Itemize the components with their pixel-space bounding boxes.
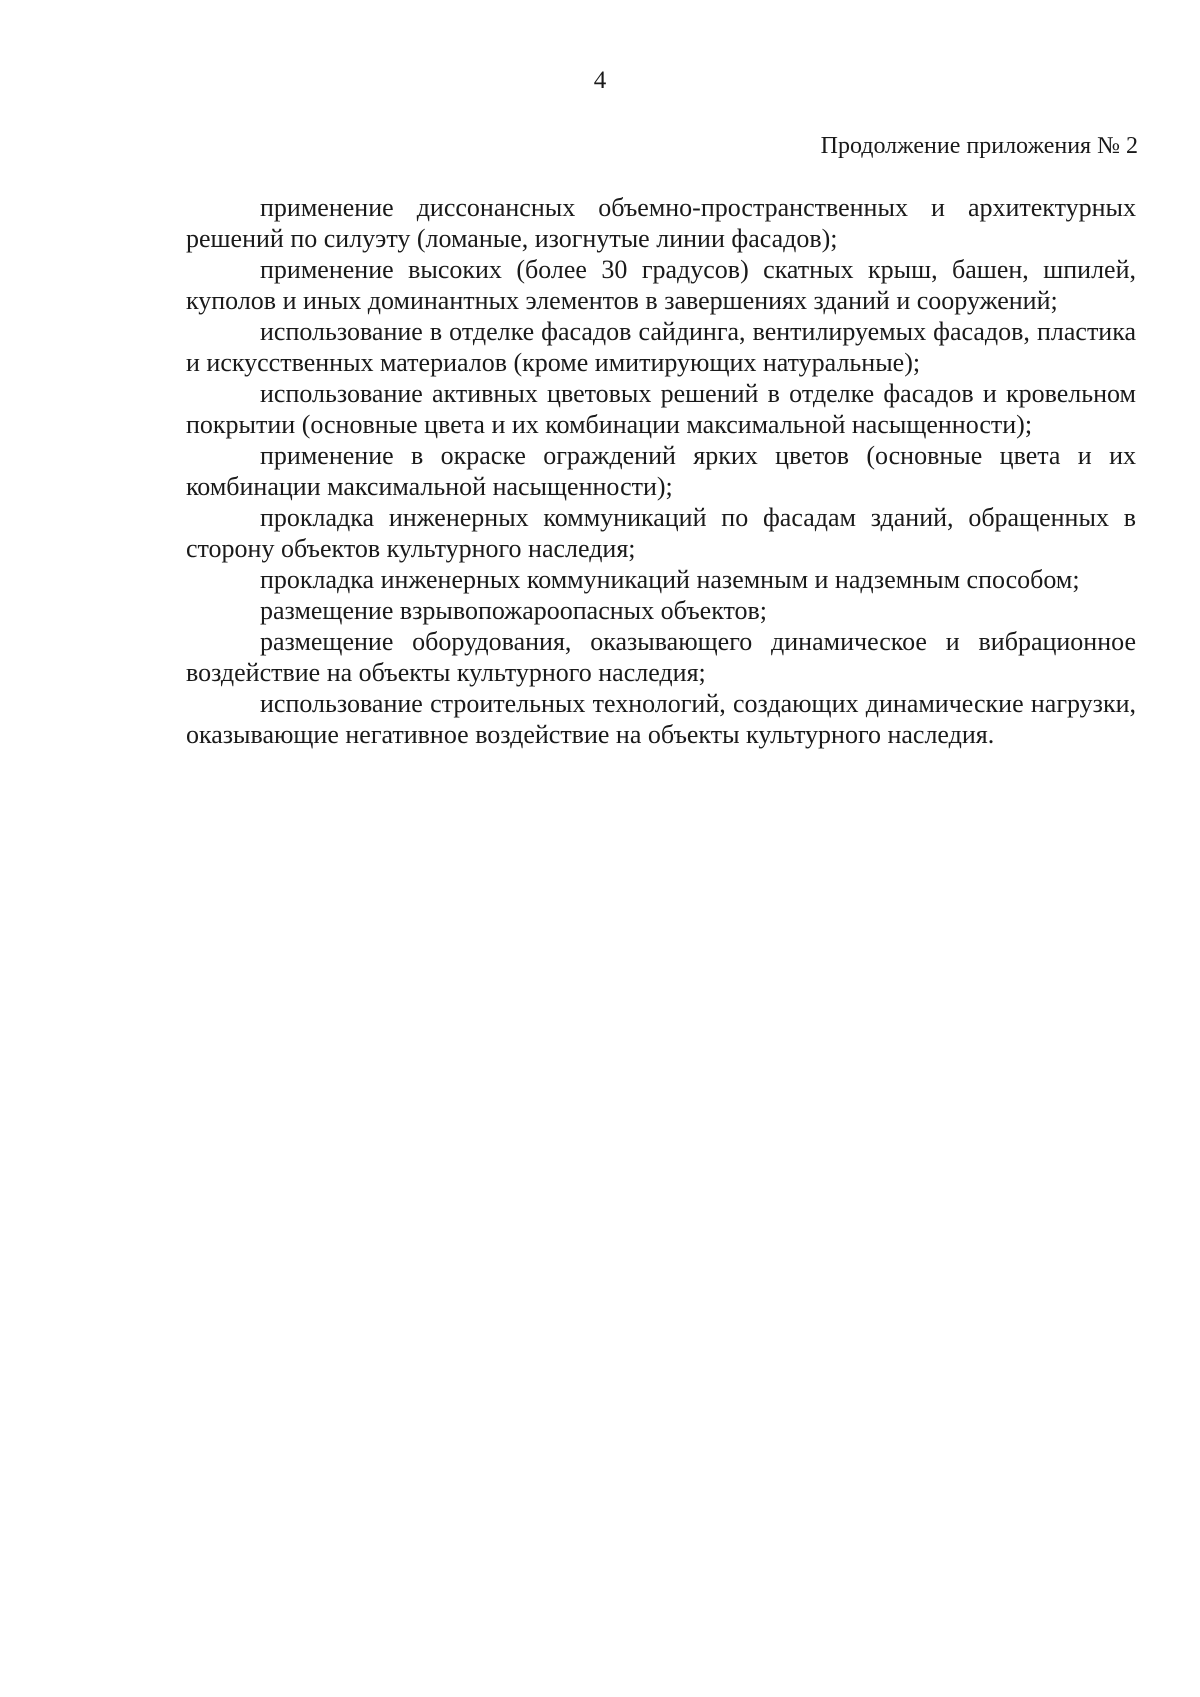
paragraph-construction-technologies: использование строительных технологий, создающих динамические нагрузки, оказывающие негативное воздействие на объекты культурного наследия. — [186, 689, 1136, 749]
paragraph-active-colors: использование активных цветовых решений в отделке фасадов и кровельном покрытии (основные цвета и их комбинации максимальной насыщенности); — [186, 379, 1136, 439]
paragraph-dissonant-solutions: применение диссонансных объемно-пространственных и архитектурных решений по силуэту (ломаные, изогнутые линии фасадов); — [186, 193, 1136, 253]
paragraph-facade-finishing: использование в отделке фасадов сайдинга, вентилируемых фасадов, пластика и искусственных материалов (кроме имитирующих натуральные); — [186, 317, 1136, 377]
paragraph-facade-utilities: прокладка инженерных коммуникаций по фасадам зданий, обращенных в сторону объектов культурного наследия; — [186, 503, 1136, 563]
paragraph-high-roofs: применение высоких (более 30 градусов) скатных крыш, башен, шпилей, куполов и иных доминантных элементов в завершениях зданий и сооружений; — [186, 255, 1136, 315]
paragraph-ground-utilities: прокладка инженерных коммуникаций наземным и надземным способом; — [260, 565, 1080, 594]
paragraph-explosive-objects: размещение взрывопожароопасных объектов; — [260, 596, 767, 625]
appendix-header: Продолжение приложения № 2 — [820, 133, 1138, 159]
paragraph-fence-painting: применение в окраске ограждений ярких цветов (основные цвета и их комбинации максимальной насыщенности); — [186, 441, 1136, 501]
paragraph-vibration-equipment: размещение оборудования, оказывающего динамическое и вибрационное воздействие на объекты культурного наследия; — [186, 627, 1136, 687]
page-number: 4 — [593, 67, 607, 94]
body-text — [186, 192, 1136, 750]
